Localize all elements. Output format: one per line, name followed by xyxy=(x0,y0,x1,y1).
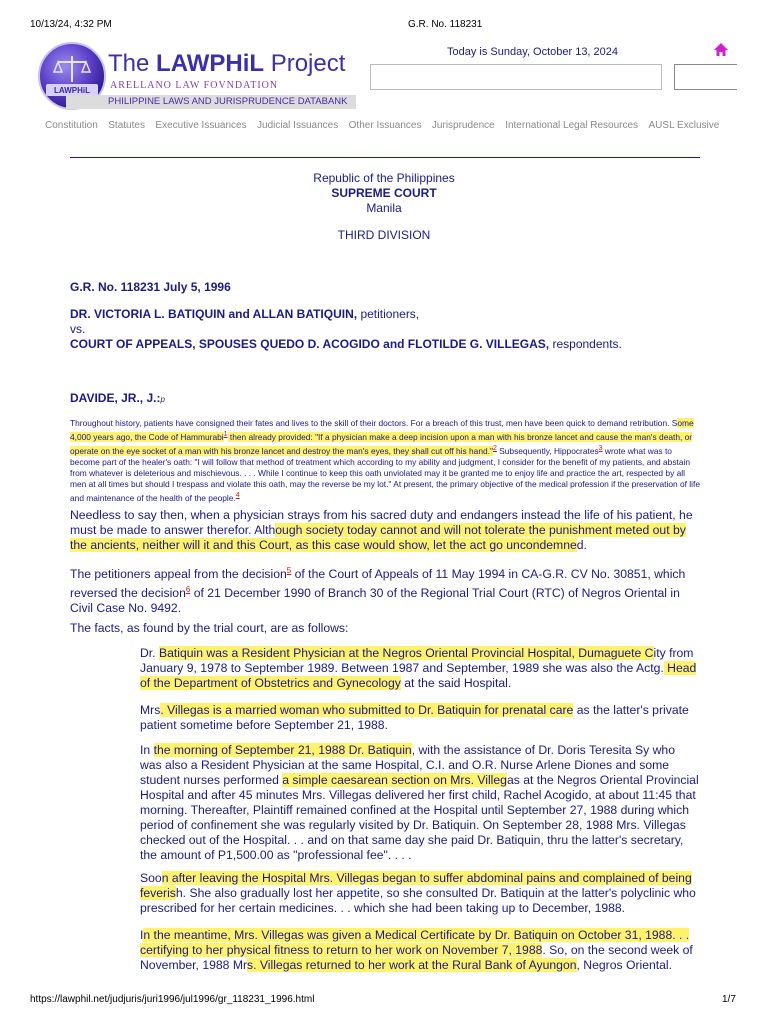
home-icon[interactable] xyxy=(713,42,729,58)
quote-paragraph-3 xyxy=(140,743,700,863)
nav-bar xyxy=(45,115,725,133)
q4-text-a: Soo xyxy=(140,871,162,885)
q1-text-c: ity from January 9, 1978 to September 1989. Between 1987 and September, 1989 she was also the Actg. xyxy=(140,646,694,675)
case-petitioners-role: petitioners, xyxy=(357,307,420,321)
q2-text-c: as the latter's private patient sometime before September 21, 1988. xyxy=(140,703,689,732)
paragraph-needless xyxy=(70,508,700,553)
intro-text-b: ome 4,000 years ago, the Code of Hammurabi xyxy=(70,418,694,442)
para2-text-b: ough society today cannot and will not tolerate the punishment meted out by the ancients, neither will it and this Court, as this case would show, let the act go uncondemne xyxy=(70,523,686,552)
q2-text-b: . Villegas is a married woman who submitted to Dr. Batiquin for prenatal care xyxy=(160,703,574,717)
search-button[interactable] xyxy=(674,64,737,90)
footnote-link-5[interactable]: 5 xyxy=(286,566,292,575)
ponente xyxy=(70,391,165,405)
q3-text-a: In xyxy=(140,743,154,757)
ponente-mark: p xyxy=(160,395,165,404)
paragraph-facts-intro: The facts, as found by the trial court, are as follows: xyxy=(70,621,349,635)
q1-text-a: Dr. xyxy=(140,646,159,660)
search-input[interactable] xyxy=(370,64,662,90)
para2-text-c: d. xyxy=(576,538,587,552)
intro-paragraph xyxy=(70,418,700,503)
q2-text-a: Mrs xyxy=(140,703,161,717)
nav-ausl-exclusive[interactable]: AUSL Exclusive xyxy=(648,120,720,131)
q1-text-e: at the said Hospital. xyxy=(400,676,512,690)
case-vs: vs. xyxy=(70,322,86,336)
quote-paragraph-4 xyxy=(140,871,700,916)
para3-text-a: The petitioners appeal from the decision xyxy=(70,567,287,582)
logo-title-suffix: Project xyxy=(264,50,346,77)
q4-text-b: n after leaving the Hospital Mrs. Villegas began to suffer abdominal pains and complained of being feveris xyxy=(140,871,692,900)
quote-paragraph-5 xyxy=(140,928,700,973)
para2-text-a: Needless to say then, when a physician strays from his sacred duty and endangers instead the life of his patient, he must be made to answer therefor. Alth xyxy=(70,508,693,537)
q1-text-d: Head of the Department of Obstetrics and Gynecology xyxy=(140,661,697,690)
logo-subtitle: ARELLANO LAW FOVNDATION xyxy=(110,80,279,91)
intro-text-a: Throughout history, patients have consigned their fates and lives to the skill of their doctors. For a breach of this trust, men have been quick to demand retribution. S xyxy=(70,418,678,428)
nav-statutes[interactable]: Statutes xyxy=(108,120,145,131)
q4-text-c: h. She also gradually lost her appetite, so she consulted Dr. Batiquin at the latter's polyclinic who prescribed for her certain medicines. . . which she had been taking up to December, 1988. xyxy=(140,886,696,915)
footnote-link-6[interactable]: 6 xyxy=(185,585,191,595)
nav-international-legal-resources[interactable]: International Legal Resources xyxy=(505,120,639,131)
logo-title xyxy=(108,50,345,78)
footnote-link-4[interactable]: 4 xyxy=(235,491,240,499)
q5-text-b: n the meantime, Mrs. Villegas was given a Medical Certificate by Dr. Batiquin on October 31, 1988. . . certifying to her physical fitness to return to her work on November 7, 1988 xyxy=(140,928,690,957)
para3-text-b: of the Court of Appeals of 11 May 1994 in CA-G.R. CV No. 30851, which reversed the decision xyxy=(70,567,686,601)
intro-text-d: Subsequently, Hippocrates xyxy=(496,445,599,456)
court-name: SUPREME COURT xyxy=(331,186,437,200)
logo-tagline: PHILIPPINE LAWS AND JURISPRUDENCE DATABANK xyxy=(108,96,348,107)
nav-jurisprudence[interactable]: Jurisprudence xyxy=(431,120,495,131)
nav-other-issuances[interactable]: Other Issuances xyxy=(348,120,422,131)
ponente-name: DAVIDE, JR., J.: xyxy=(70,391,161,405)
footnote-link-1[interactable]: 1 xyxy=(223,431,228,438)
q5-text-e: , Negros Oriental. xyxy=(576,958,673,972)
nav-constitution[interactable]: Constitution xyxy=(45,120,98,131)
case-number: G.R. No. 118231 July 5, 1996 xyxy=(70,280,231,294)
print-page-number: 1/7 xyxy=(722,994,736,1005)
q3-text-c: , with the assistance of Dr. Doris Teresita Sy who was also a Resident Physician at the same Hospital, C.I. and O.R. Nurse Arlene Diones and some student nurses performed xyxy=(140,743,675,787)
footnote-link-2[interactable]: 2 xyxy=(492,444,497,452)
intro-text-c: then already provided: "If a physician make a deep incision upon a man with his bronze lancet and cause the man's death, or operate on the eye socket of a man with his bronze lancet and destroy the man's eyes, they shall cut off his hand." xyxy=(70,431,693,456)
nav-judicial-issuances[interactable]: Judicial Issuances xyxy=(257,120,339,131)
court-city: Manila xyxy=(366,201,402,215)
print-datetime: 10/13/24, 4:32 PM xyxy=(30,19,112,30)
case-respondents: COURT OF APPEALS, SPOUSES QUEDO D. ACOGIDO and FLOTILDE G. VILLEGAS, xyxy=(70,337,550,351)
footnote-link-3[interactable]: 3 xyxy=(598,444,603,452)
q3-text-e: as at the Negros Oriental Provincial Hospital and after 45 minutes Mrs. Villegas delivered her first child, Rachel Acogido, at about 11:45 that morning. Thereafter, Plaintiff remained confined at the Hospital until September 27, 1988 during which period of confinement she was regularly visited by Dr. Batiquin. On September 28, 1988 Mrs. Villegas checked out of the Hospital. . . and on that same day she paid Dr. Batiquin, thru the latter's secretary, the amount of P1,500.00 as "professional fee". . . . xyxy=(140,773,699,862)
court-republic: Republic of the Philippines xyxy=(313,171,455,185)
seal-text: LAWPHiL xyxy=(54,86,90,95)
nav-executive-issuances[interactable]: Executive Issuances xyxy=(155,120,247,131)
para3-text-c: of 21 December 1990 of Branch 30 of the Regional Trial Court (RTC) of Negros Oriental in Civil Case No. 9492. xyxy=(70,586,680,616)
case-parties xyxy=(70,307,622,352)
q3-text-b: the morning of September 21, 1988 Dr. Batiquin xyxy=(153,743,412,757)
lawphil-logo[interactable] xyxy=(36,40,356,112)
paragraph-appeal xyxy=(70,563,700,616)
quote-paragraph-2 xyxy=(140,703,700,733)
q5-text-c: . So, on the second week of November, 1988 Mr xyxy=(140,943,693,972)
q5-text-a: I xyxy=(140,928,144,942)
header-divider xyxy=(70,157,700,158)
q3-text-d: a simple caesarean section on Mrs. Villeg xyxy=(282,773,507,787)
logo-title-brand: LAWPHiL xyxy=(156,50,265,77)
logo-title-prefix: The xyxy=(108,50,157,77)
q1-text-b: Batiquin was a Resident Physician at the Negros Oriental Provincial Hospital, Dumaguete C xyxy=(158,646,654,660)
case-respondents-role: respondents. xyxy=(549,337,622,351)
case-petitioners: DR. VICTORIA L. BATIQUIN and ALLAN BATIQUIN, xyxy=(70,307,358,321)
court-heading xyxy=(0,171,768,243)
print-url: https://lawphil.net/judjuris/juri1996/jul1996/gr_118231_1996.html xyxy=(30,994,315,1005)
intro-text-e: wrote what was to become part of the healer's oath: "I will follow that method of treatment which according to my ability and judgment, I consider for the benefit of my patients, and abstain from whatever is deleterious and mischievous. . . . While I continue to keep this oath unviolated may it be granted me to enjoy life and practice the art, respected by all men at all times but should I trespass and violate this oath, may the reverse be my lot." At present, the primary objective of the medical profession if the preservation of life and maintenance of the health of the people. xyxy=(70,445,701,503)
quote-paragraph-1 xyxy=(140,646,700,691)
court-division: THIRD DIVISION xyxy=(337,228,431,242)
today-date: Today is Sunday, October 13, 2024 xyxy=(447,46,619,58)
q5-text-d: s. Villegas returned to her work at the Rural Bank of Ayungon xyxy=(247,958,577,972)
print-doc-title: G.R. No. 118231 xyxy=(408,19,483,30)
